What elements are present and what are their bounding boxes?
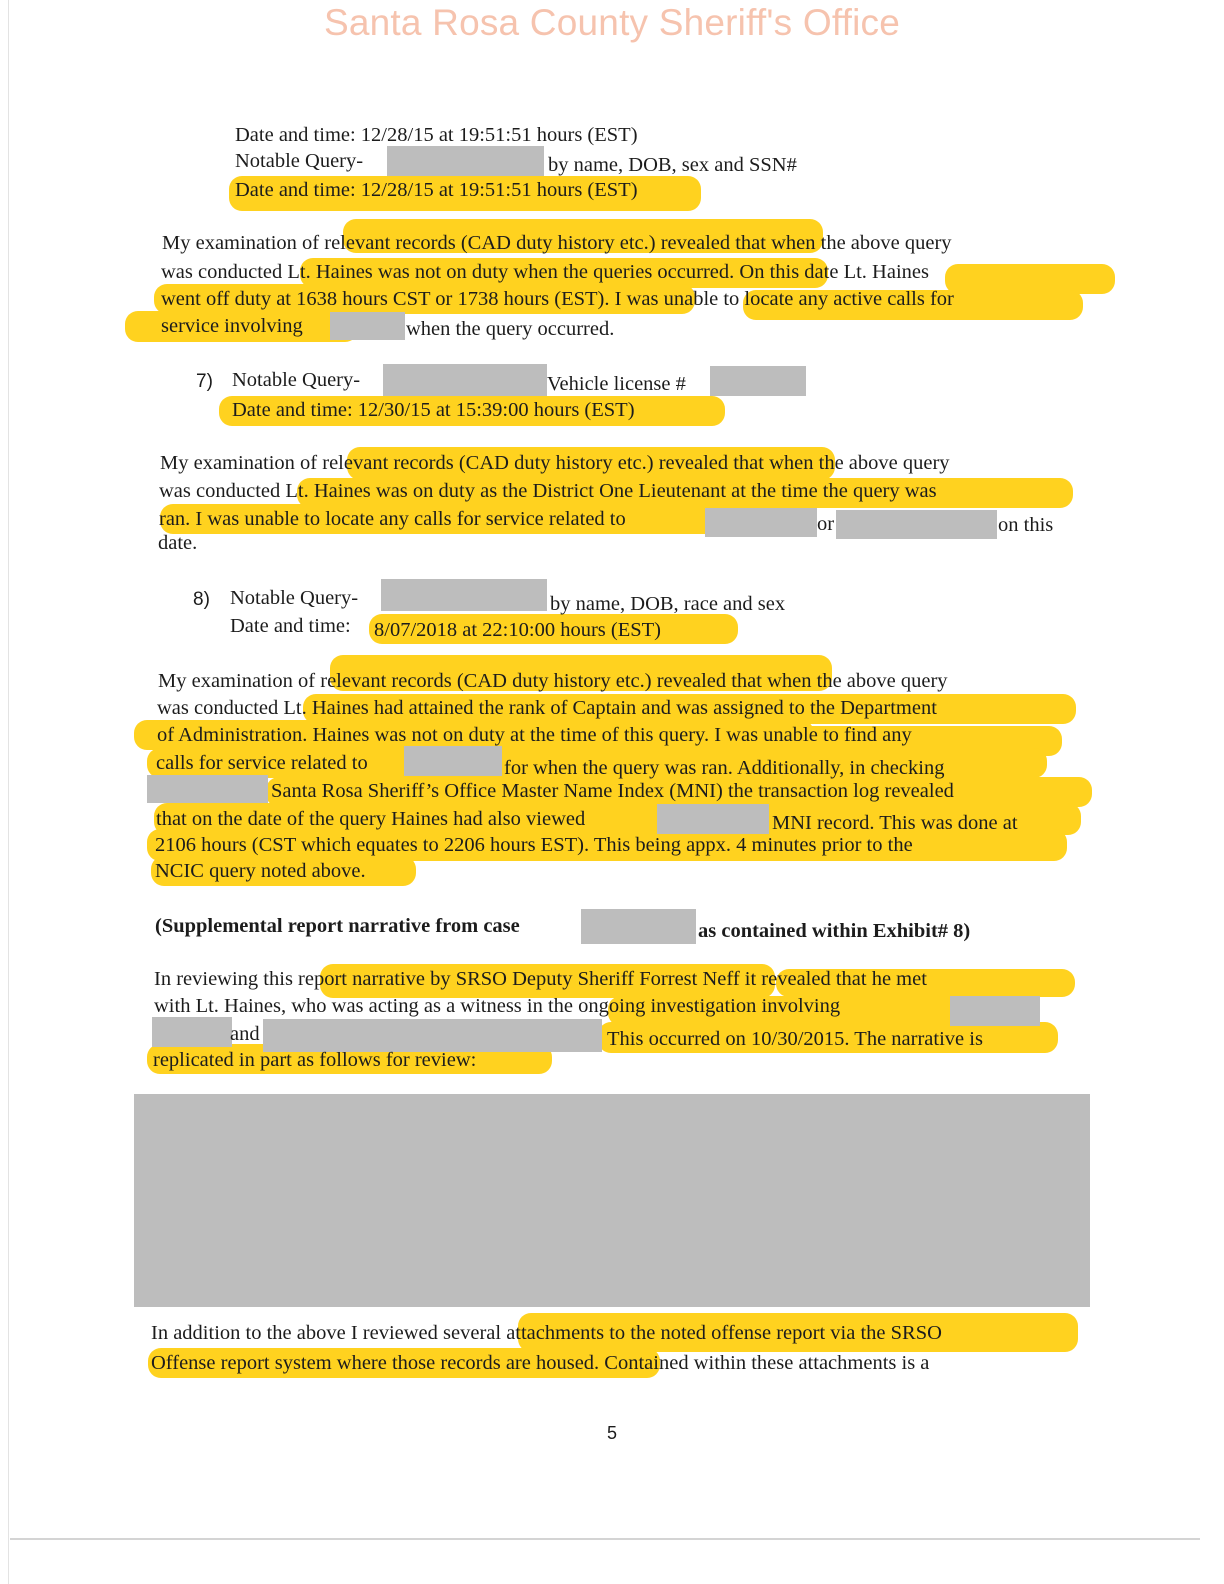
paragraph-line: or xyxy=(817,513,835,535)
paragraph-line: was conducted Lt. Haines had attained the rank of Captain and was assigned to the Department xyxy=(157,697,937,719)
list-number: 7) xyxy=(196,371,213,392)
redaction-box xyxy=(147,775,268,803)
redaction-box xyxy=(950,996,1040,1026)
paragraph-line: date. xyxy=(158,532,198,554)
paragraph-line: Offense report system where those records are housed. Contained within these attachments is a xyxy=(151,1352,930,1374)
redacted-narrative-block xyxy=(134,1094,1090,1307)
redaction-box xyxy=(381,579,547,611)
notable-query-label: Notable Query- xyxy=(232,369,361,391)
redaction-box xyxy=(710,366,806,396)
redaction-box xyxy=(705,508,817,537)
page-number: 5 xyxy=(606,1423,617,1443)
paragraph-line: In reviewing this report narrative by SRSO Deputy Sheriff Forrest Neff it revealed that he met xyxy=(154,968,927,990)
notable-query-criteria: by name, DOB, race and sex xyxy=(550,593,786,615)
notable-query-criteria: Vehicle license # xyxy=(547,373,686,395)
date-time-value: 8/07/2018 at 22:10:00 hours (EST) xyxy=(374,619,661,641)
redaction-box xyxy=(836,510,997,539)
paragraph-line: In addition to the above I reviewed several attachments to the noted offense report via the SRSO xyxy=(151,1322,942,1344)
paragraph-line: was conducted Lt. Haines was on duty as the District One Lieutenant at the time the query was xyxy=(159,480,937,502)
paragraph-line: was conducted Lt. Haines was not on duty when the queries occurred. On this date Lt. Haines xyxy=(161,261,929,283)
redaction-box xyxy=(581,909,696,944)
paragraph-line: on this xyxy=(998,514,1054,536)
date-time-label: Date and time: xyxy=(230,615,351,637)
paragraph-line: when the query occurred. xyxy=(406,318,615,340)
date-time-line: Date and time: 12/28/15 at 19:51:51 hours (EST) xyxy=(235,179,638,201)
paragraph-line: 2106 hours (CST which equates to 2206 hours EST). This being appx. 4 minutes prior to the xyxy=(155,834,913,856)
notable-query-label: Notable Query- xyxy=(235,150,364,172)
supplemental-heading-suffix: as contained within Exhibit# 8) xyxy=(698,920,971,942)
redaction-box xyxy=(330,312,405,340)
redaction-box xyxy=(383,364,547,396)
date-time-line: Date and time: 12/28/15 at 19:51:51 hours (EST) xyxy=(235,124,638,146)
paragraph-line: My examination of relevant records (CAD duty history etc.) revealed that when the above query xyxy=(162,232,952,254)
date-time-line: Date and time: 12/30/15 at 15:39:00 hours (EST) xyxy=(232,399,635,421)
supplemental-heading: (Supplemental report narrative from case xyxy=(155,915,520,937)
paragraph-line: replicated in part as follows for review: xyxy=(153,1049,477,1071)
paragraph-line: MNI record. This was done at xyxy=(772,812,1018,834)
redaction-box xyxy=(657,804,769,834)
paragraph-line: This occurred on 10/30/2015. The narrative is xyxy=(607,1028,983,1050)
paragraph-line: with Lt. Haines, who was acting as a witness in the ongoing investigation involving xyxy=(154,995,841,1017)
paragraph-line: of Administration. Haines was not on duty at the time of this query. I was unable to find any xyxy=(157,724,912,746)
page-bottom-edge xyxy=(10,1538,1200,1540)
redaction-box xyxy=(152,1017,232,1047)
paragraph-line: that on the date of the query Haines had also viewed xyxy=(156,808,586,830)
paragraph-line: Santa Rosa Sheriff’s Office Master Name Index (MNI) the transaction log revealed xyxy=(271,780,954,802)
paragraph-line: NCIC query noted above. xyxy=(155,860,366,882)
paragraph-line: ran. I was unable to locate any calls for service related to xyxy=(159,508,626,530)
paragraph-line: went off duty at 1638 hours CST or 1738 hours (EST). I was unable to locate any active calls for xyxy=(161,288,954,310)
paragraph-line: My examination of relevant records (CAD duty history etc.) revealed that when the above query xyxy=(158,670,948,692)
paragraph-line: and xyxy=(230,1023,260,1045)
paragraph-line: calls for service related to xyxy=(156,752,368,774)
redaction-box xyxy=(404,746,502,776)
paragraph-line: service involving xyxy=(161,315,303,337)
paragraph-line: for when the query was ran. Additionally, in checking xyxy=(504,757,945,779)
watermark-header: Santa Rosa County Sheriff's Office xyxy=(323,2,901,43)
paragraph-line: My examination of relevant records (CAD duty history etc.) revealed that when the above query xyxy=(160,452,950,474)
list-number: 8) xyxy=(193,589,210,610)
notable-query-criteria: by name, DOB, sex and SSN# xyxy=(548,154,797,176)
page-left-edge xyxy=(8,0,9,1584)
redaction-box xyxy=(387,146,544,176)
notable-query-label: Notable Query- xyxy=(230,587,359,609)
